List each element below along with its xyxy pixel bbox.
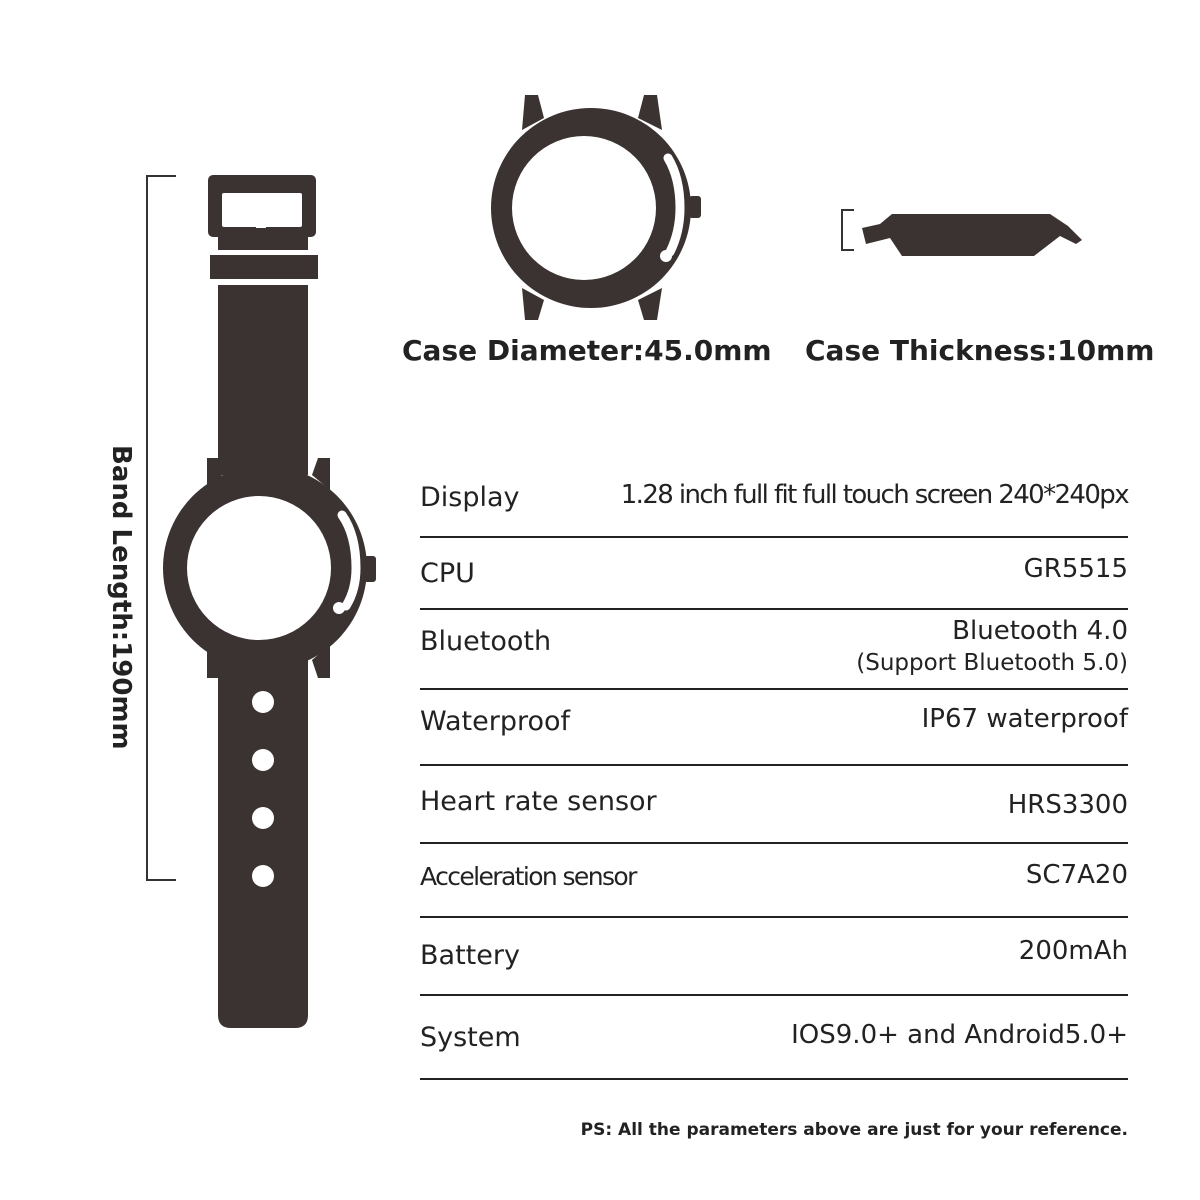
spec-label: Waterproof bbox=[420, 706, 571, 737]
band-length-label-wrap bbox=[106, 445, 136, 765]
spec-label: CPU bbox=[420, 558, 475, 589]
spec-value: IOS9.0+ and Android5.0+ bbox=[791, 1020, 1128, 1050]
spec-table bbox=[420, 462, 1128, 1080]
footnote: PS: All the parameters above are just for your reference. bbox=[580, 1120, 1128, 1140]
spec-label: System bbox=[420, 1022, 521, 1053]
spec-value: 200mAh bbox=[1018, 936, 1128, 966]
spec-row-system bbox=[420, 996, 1128, 1080]
band-length-label: Band Length:190mm bbox=[106, 445, 136, 750]
spec-value-sub: (Support Bluetooth 5.0) bbox=[856, 650, 1128, 676]
spec-row-battery bbox=[420, 918, 1128, 996]
case-thickness-illustration bbox=[832, 200, 1092, 260]
spec-label: Display bbox=[420, 482, 520, 513]
case-thickness-label: Case Thickness:10mm bbox=[805, 334, 1155, 367]
spec-label: Heart rate sensor bbox=[420, 786, 657, 817]
spec-label: Acceleration sensor bbox=[420, 862, 636, 891]
spec-row-acceleration bbox=[420, 844, 1128, 918]
spec-label: Bluetooth bbox=[420, 626, 552, 657]
spec-row-display bbox=[420, 462, 1128, 538]
spec-value: IP67 waterproof bbox=[921, 704, 1128, 734]
spec-value: SC7A20 bbox=[1025, 860, 1128, 890]
spec-row-cpu bbox=[420, 538, 1128, 610]
spec-value: 1.28 inch full fit full touch screen 240*240px bbox=[620, 480, 1128, 510]
case-diameter-illustration bbox=[480, 88, 710, 328]
spec-row-bluetooth bbox=[420, 610, 1128, 690]
spec-value: GR5515 bbox=[1023, 554, 1128, 584]
case-diameter-label: Case Diameter:45.0mm bbox=[402, 334, 772, 367]
spec-row-waterproof bbox=[420, 690, 1128, 766]
watch-illustration bbox=[160, 168, 390, 1033]
spec-row-heart-rate bbox=[420, 766, 1128, 844]
spec-value: HRS3300 bbox=[1007, 790, 1128, 820]
spec-value: Bluetooth 4.0 bbox=[952, 616, 1128, 646]
spec-label: Battery bbox=[420, 940, 520, 971]
